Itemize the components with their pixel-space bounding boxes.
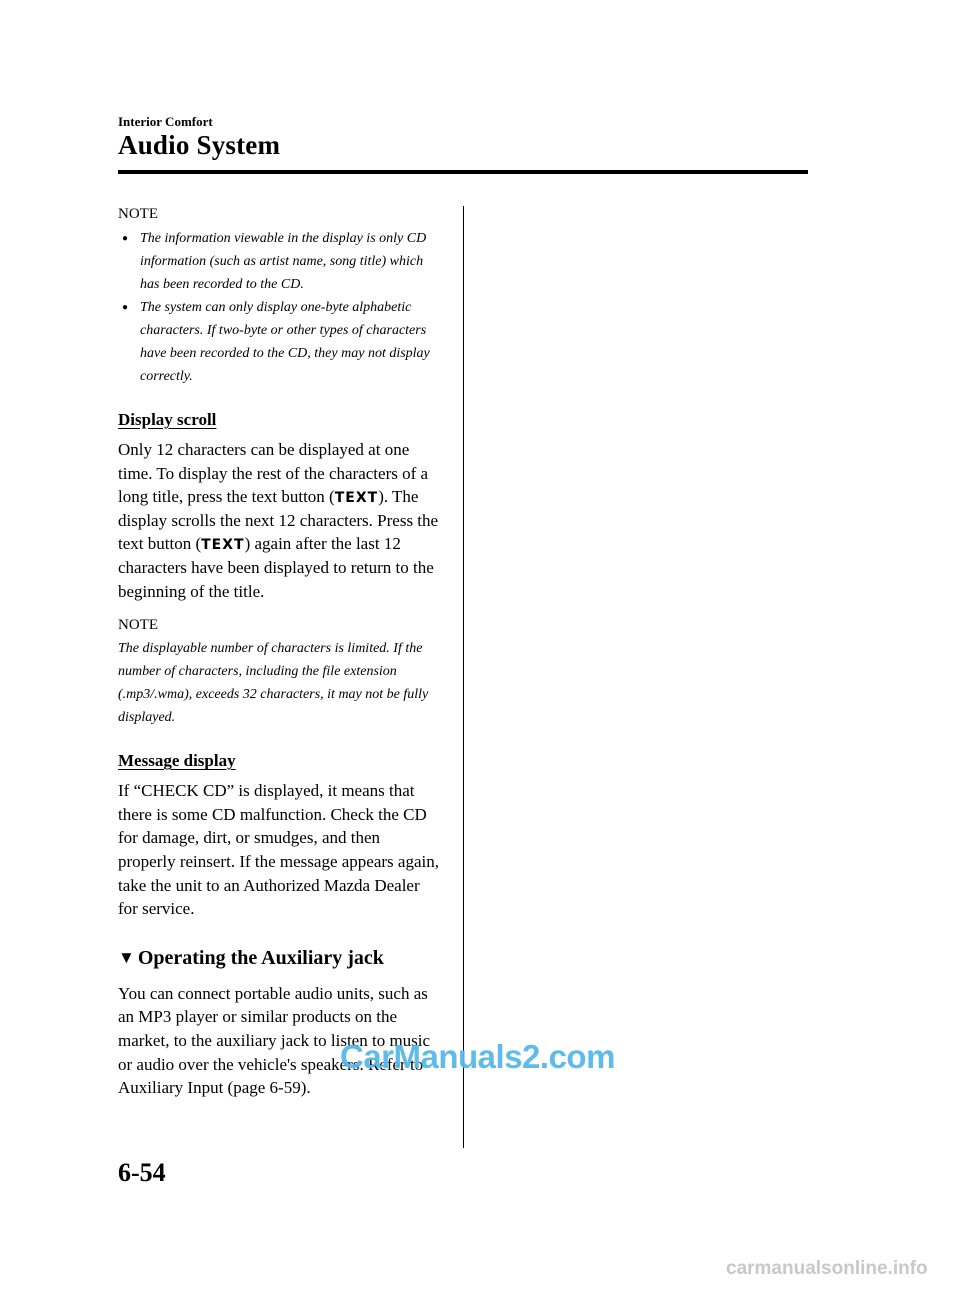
header-rule [118, 170, 808, 174]
column-divider [463, 206, 464, 1148]
note-item-text: The system can only display one-byte alphabetic characters. If two-byte or other types of characters have been recorded to the CD, they may not display correctly. [140, 300, 430, 384]
left-column [118, 206, 440, 1100]
note-item-text: The information viewable in the display is only CD information (such as artist name, song title) which has been recorded to the CD. [140, 231, 427, 292]
display-scroll-heading: Display scroll [118, 410, 217, 429]
message-display-text: If “CHECK CD” is displayed, it means that there is some CD malfunction. Check the CD for damage, dirt, or smudges, and then properly reinsert. If the message appears again, take the unit to an Authorized Mazda Dealer for service. [118, 781, 439, 919]
text-button-icon: TEXT [334, 490, 379, 507]
note-list [118, 227, 440, 388]
note-text: The displayable number of characters is limited. If the number of characters, including the file extension (.mp3/.wma), exceeds 32 characters, it may not be fully displayed. [118, 641, 429, 726]
display-scroll-text-part3: ) again after the last 12 characters have been displayed to return to the beginning of the title. [118, 534, 434, 601]
note-title: NOTE [118, 617, 158, 634]
triangle-down-icon: ▼ [118, 948, 135, 968]
page-number: 6-54 [118, 1158, 166, 1187]
aux-section-title: Operating the Auxiliary jack [137, 946, 384, 969]
aux-section-heading [118, 947, 440, 970]
display-scroll-text-part2: ). The display scrolls the next 12 characters. Press the text button ( [118, 487, 439, 554]
bullet-icon: ● [122, 302, 129, 313]
message-display-heading: Message display [118, 751, 236, 771]
section-label: Interior Comfort [118, 114, 213, 129]
aux-section-text: You can connect portable audio units, such as an MP3 player or similar products on the market, to the auxiliary jack to listen to music or audio over the vehicle's speakers. Refer to Auxiliary Input (page 6-59). [118, 983, 431, 1098]
note-title: NOTE [118, 206, 158, 222]
note-item [118, 296, 440, 388]
display-scroll-text [118, 438, 440, 603]
chapter-title: Audio System [118, 130, 281, 160]
text-button-icon: TEXT [201, 537, 245, 554]
watermark-logo: CarManuals2.com [340, 1038, 615, 1075]
display-scroll-text-part1: Only 12 characters can be displayed at one time. To display the rest of the characters of a long title, press the text button ( [118, 440, 429, 507]
note-item [118, 227, 440, 296]
watermark-footer: carmanualsonline.info [726, 1258, 928, 1279]
bullet-icon: ● [122, 233, 129, 244]
